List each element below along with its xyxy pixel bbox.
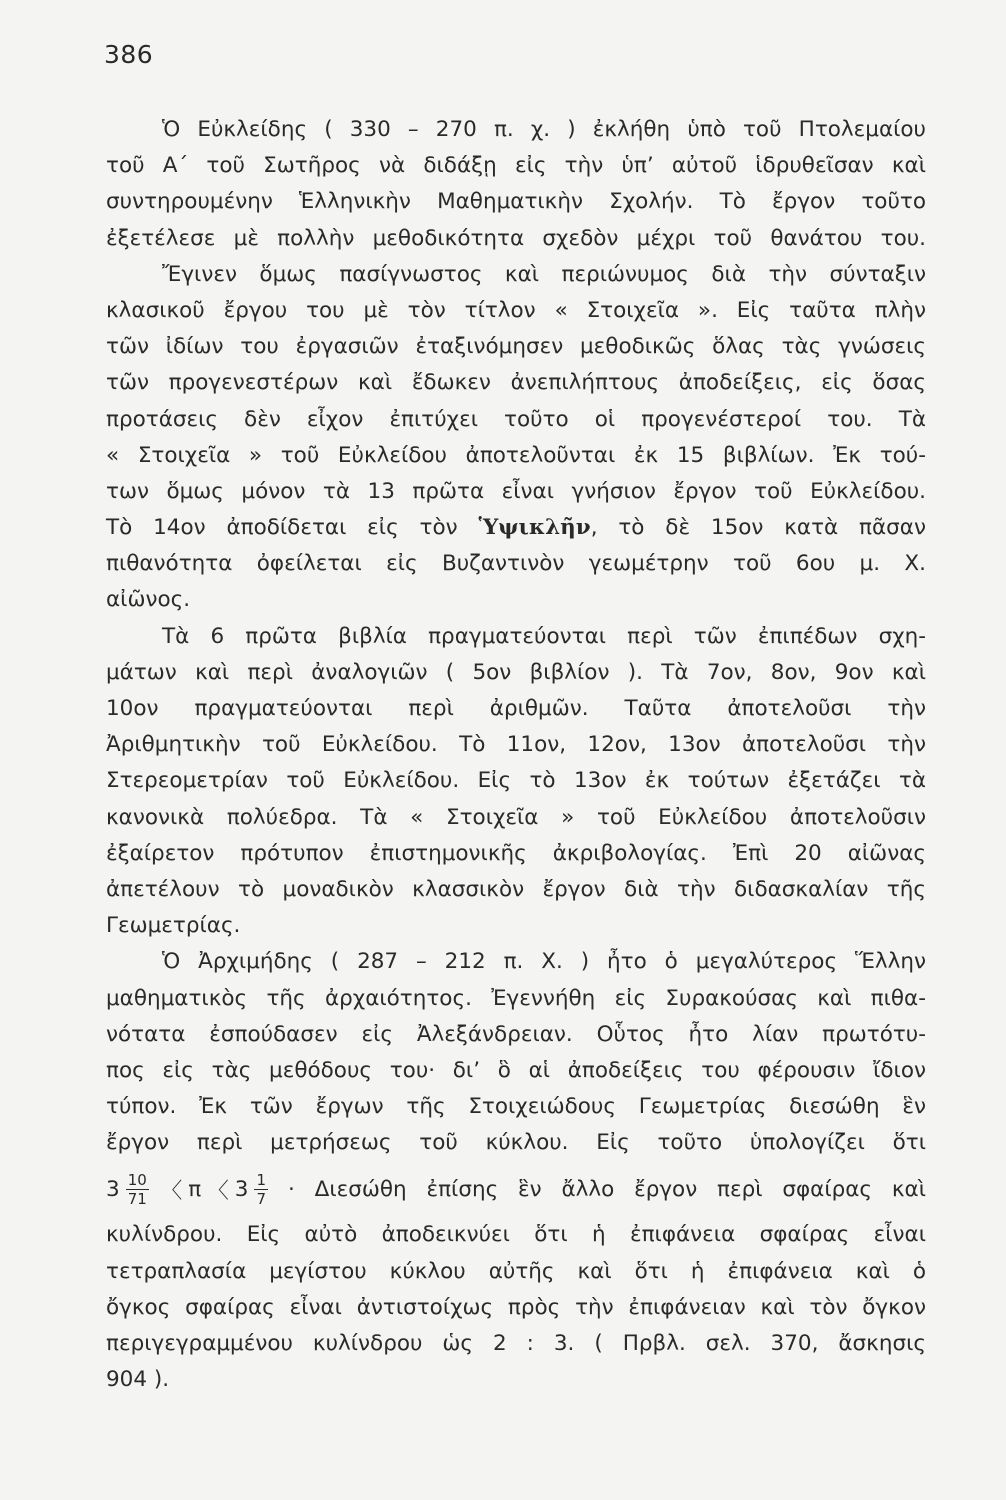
text-segment: , τὸ δὲ 15ον κατὰ πᾶσαν <box>590 515 926 541</box>
upper-bound-fraction <box>254 1171 268 1208</box>
text-line: περιγεγραμμένου κυλίνδρου ὡς 2 : 3. ( Πρβλ. σελ. 370, ἄσκησις <box>106 1331 926 1356</box>
text-line: πιθανότητα ὀφείλεται εἰς Βυζαντινὸν γεωμέτρην τοῦ 6ου μ. Χ. <box>106 551 926 577</box>
fraction-denominator: 7 <box>256 1189 266 1208</box>
page-number: 386 <box>104 40 154 69</box>
paragraph-archimedes <box>106 944 926 1398</box>
lower-bound-fraction <box>126 1171 149 1208</box>
text-line: τῶν προγενεστέρων καὶ ἔδωκεν ἀνεπιλήπτους ἀποδείξεις, εἰς ὅσας <box>106 370 926 396</box>
page-body <box>106 112 926 1398</box>
text-line: τετραπλασία μεγίστου κύκλου αὐτῆς καὶ ὅτι ἡ ἐπιφάνεια καὶ ὁ <box>106 1258 926 1284</box>
text-line: τῶν ἰδίων του ἐργασιῶν ἐταξινόμησεν μεθοδικῶς ὅλας τὰς γνώσεις <box>106 334 926 360</box>
fraction-numerator: 10 <box>127 1170 147 1189</box>
upper-bound-whole: 3 <box>234 1176 249 1202</box>
text-line: 10ον πραγματεύονται περὶ ἀριθμῶν. Ταῦτα ἀποτελοῦσι τὴν <box>106 696 926 721</box>
text-line: μάτων καὶ περὶ ἀναλογιῶν ( 5ον βιβλίον ). Τὰ 7ον, 8ον, 9ον καὶ <box>106 659 926 685</box>
text-line: Ἔγινεν ὅμως πασίγνωστος καὶ περιώνυμος διὰ τὴν σύνταξιν <box>162 261 926 287</box>
text-line: Τὰ 6 πρῶτα βιβλία πραγματεύονται περὶ τῶν ἐπιπέδων σχη- <box>162 623 926 649</box>
text-line: κλασικοῦ ἔργου του μὲ τὸν τίτλον « Στοιχεῖα ». Εἰς ταῦτα πλὴν <box>106 297 926 323</box>
text-line: συντηρουμένην Ἑλληνικὴν Μαθηματικὴν Σχολήν. Τὸ ἔργον τοῦτο <box>106 189 926 215</box>
text-line: ὄγκος σφαίρας εἶναι ἀντιστοίχως πρὸς τὴν ἐπιφάνειαν καὶ τὸν ὄγκον <box>106 1294 926 1320</box>
text-line: κυλίνδρου. Εἰς αὐτὸ ἀποδεικνύει ὅτι ἡ ἐπιφάνεια σφαίρας εἶναι <box>106 1222 926 1248</box>
text-line: ἐξετέλεσε μὲ πολλὴν μεθοδικότητα σχεδὸν μέχρι τοῦ θανάτου του. <box>106 225 926 251</box>
text-line: προτάσεις δὲν εἶχον ἐπιτύχει τοῦτο οἱ προγενέστεροί του. Τὰ <box>106 406 926 432</box>
lower-bound-whole: 3 <box>106 1176 120 1202</box>
text-line: πος εἰς τὰς μεθόδους του· δι’ ὃ αἱ ἀποδείξεις του φέρουσιν ἴδιον <box>106 1057 926 1083</box>
text-line: κανονικὰ πολύεδρα. Τὰ « Στοιχεῖα » τοῦ Εὐκλείδου ἀποτελοῦσιν <box>106 804 926 830</box>
paragraph-books <box>106 619 926 945</box>
text-line: τοῦ Α΄ τοῦ Σωτῆρος νὰ διδάξῃ εἰς τὴν ὑπ’ αὐτοῦ ἱδρυθεῖσαν καὶ <box>106 153 926 179</box>
text-line: Ὁ Ἀρχιμήδης ( 287 – 212 π. Χ. ) ἦτο ὁ μεγαλύτερος Ἕλλην <box>162 949 926 975</box>
text-line: ἐξαίρετον πρότυπον ἐπιστημονικῆς ἀκριβολογίας. Ἐπὶ 20 αἰῶνας <box>106 840 926 866</box>
pi-inequality-line <box>106 1161 926 1217</box>
text-line: Στερεομετρίαν τοῦ Εὐκλείδου. Εἰς τὸ 13ον ἐκ τούτων ἐξετάζει τὰ <box>106 768 926 794</box>
text-line: Ὁ Εὐκλείδης ( 330 – 270 π. χ. ) ἐκλήθη ὑπὸ τοῦ Πτολεμαίου <box>162 117 926 142</box>
text-line: αἰῶνος. <box>106 587 191 613</box>
text-line: Ἀριθμητικὴν τοῦ Εὐκλείδου. Τὸ 11ον, 12ον, 13ον ἀποτελοῦσι τὴν <box>106 732 926 758</box>
text-line: 904 ). <box>106 1367 170 1393</box>
text-line: ἔργον περὶ μετρήσεως τοῦ κύκλου. Εἰς τοῦτο ὑπολογίζει ὅτι <box>106 1130 926 1156</box>
text-line: τύπον. Ἐκ τῶν ἔργων τῆς Στοιχειώδους Γεωμετρίας διεσώθη ἓν <box>106 1094 926 1120</box>
less-than-symbol: 〈 <box>207 1178 229 1204</box>
text-line: Γεωμετρίας. <box>106 913 241 939</box>
text-segment: · Διεσώθη ἐπίσης ἓν ἄλλο ἔργον περὶ σφαίρας καὶ <box>288 1176 926 1202</box>
text-line: νότατα ἐσπούδασεν εἰς Ἀλεξάνδρειαν. Οὗτος ἦτο λίαν πρωτότυ- <box>106 1021 926 1047</box>
text-line-hypsicles <box>106 510 926 546</box>
text-segment: Τὸ 14ον ἀποδίδεται εἰς τὸν <box>106 515 479 541</box>
pi-symbol: π <box>188 1176 202 1202</box>
paragraph-euclid <box>106 112 926 619</box>
fraction-numerator: 1 <box>256 1170 266 1189</box>
text-line: « Στοιχεῖα » τοῦ Εὐκλείδου ἀποτελοῦνται ἐκ 15 βιβλίων. Ἐκ τού- <box>106 442 926 468</box>
text-line: ἀπετέλουν τὸ μοναδικὸν κλασσικὸν ἔργον διὰ τὴν διδασκαλίαν τῆς <box>106 876 926 902</box>
text-line: των ὅμως μόνον τὰ 13 πρῶτα εἶναι γνήσιον ἔργον τοῦ Εὐκλείδου. <box>106 478 926 504</box>
text-line: μαθηματικὸς τῆς ἀρχαιότητος. Ἐγεννήθη εἰς Συρακούσας καὶ πιθα- <box>106 985 926 1011</box>
fraction-denominator: 71 <box>127 1189 147 1208</box>
less-than-symbol: 〈 <box>160 1178 183 1204</box>
name-hypsicles: Ὑψικλῆν <box>478 515 591 541</box>
